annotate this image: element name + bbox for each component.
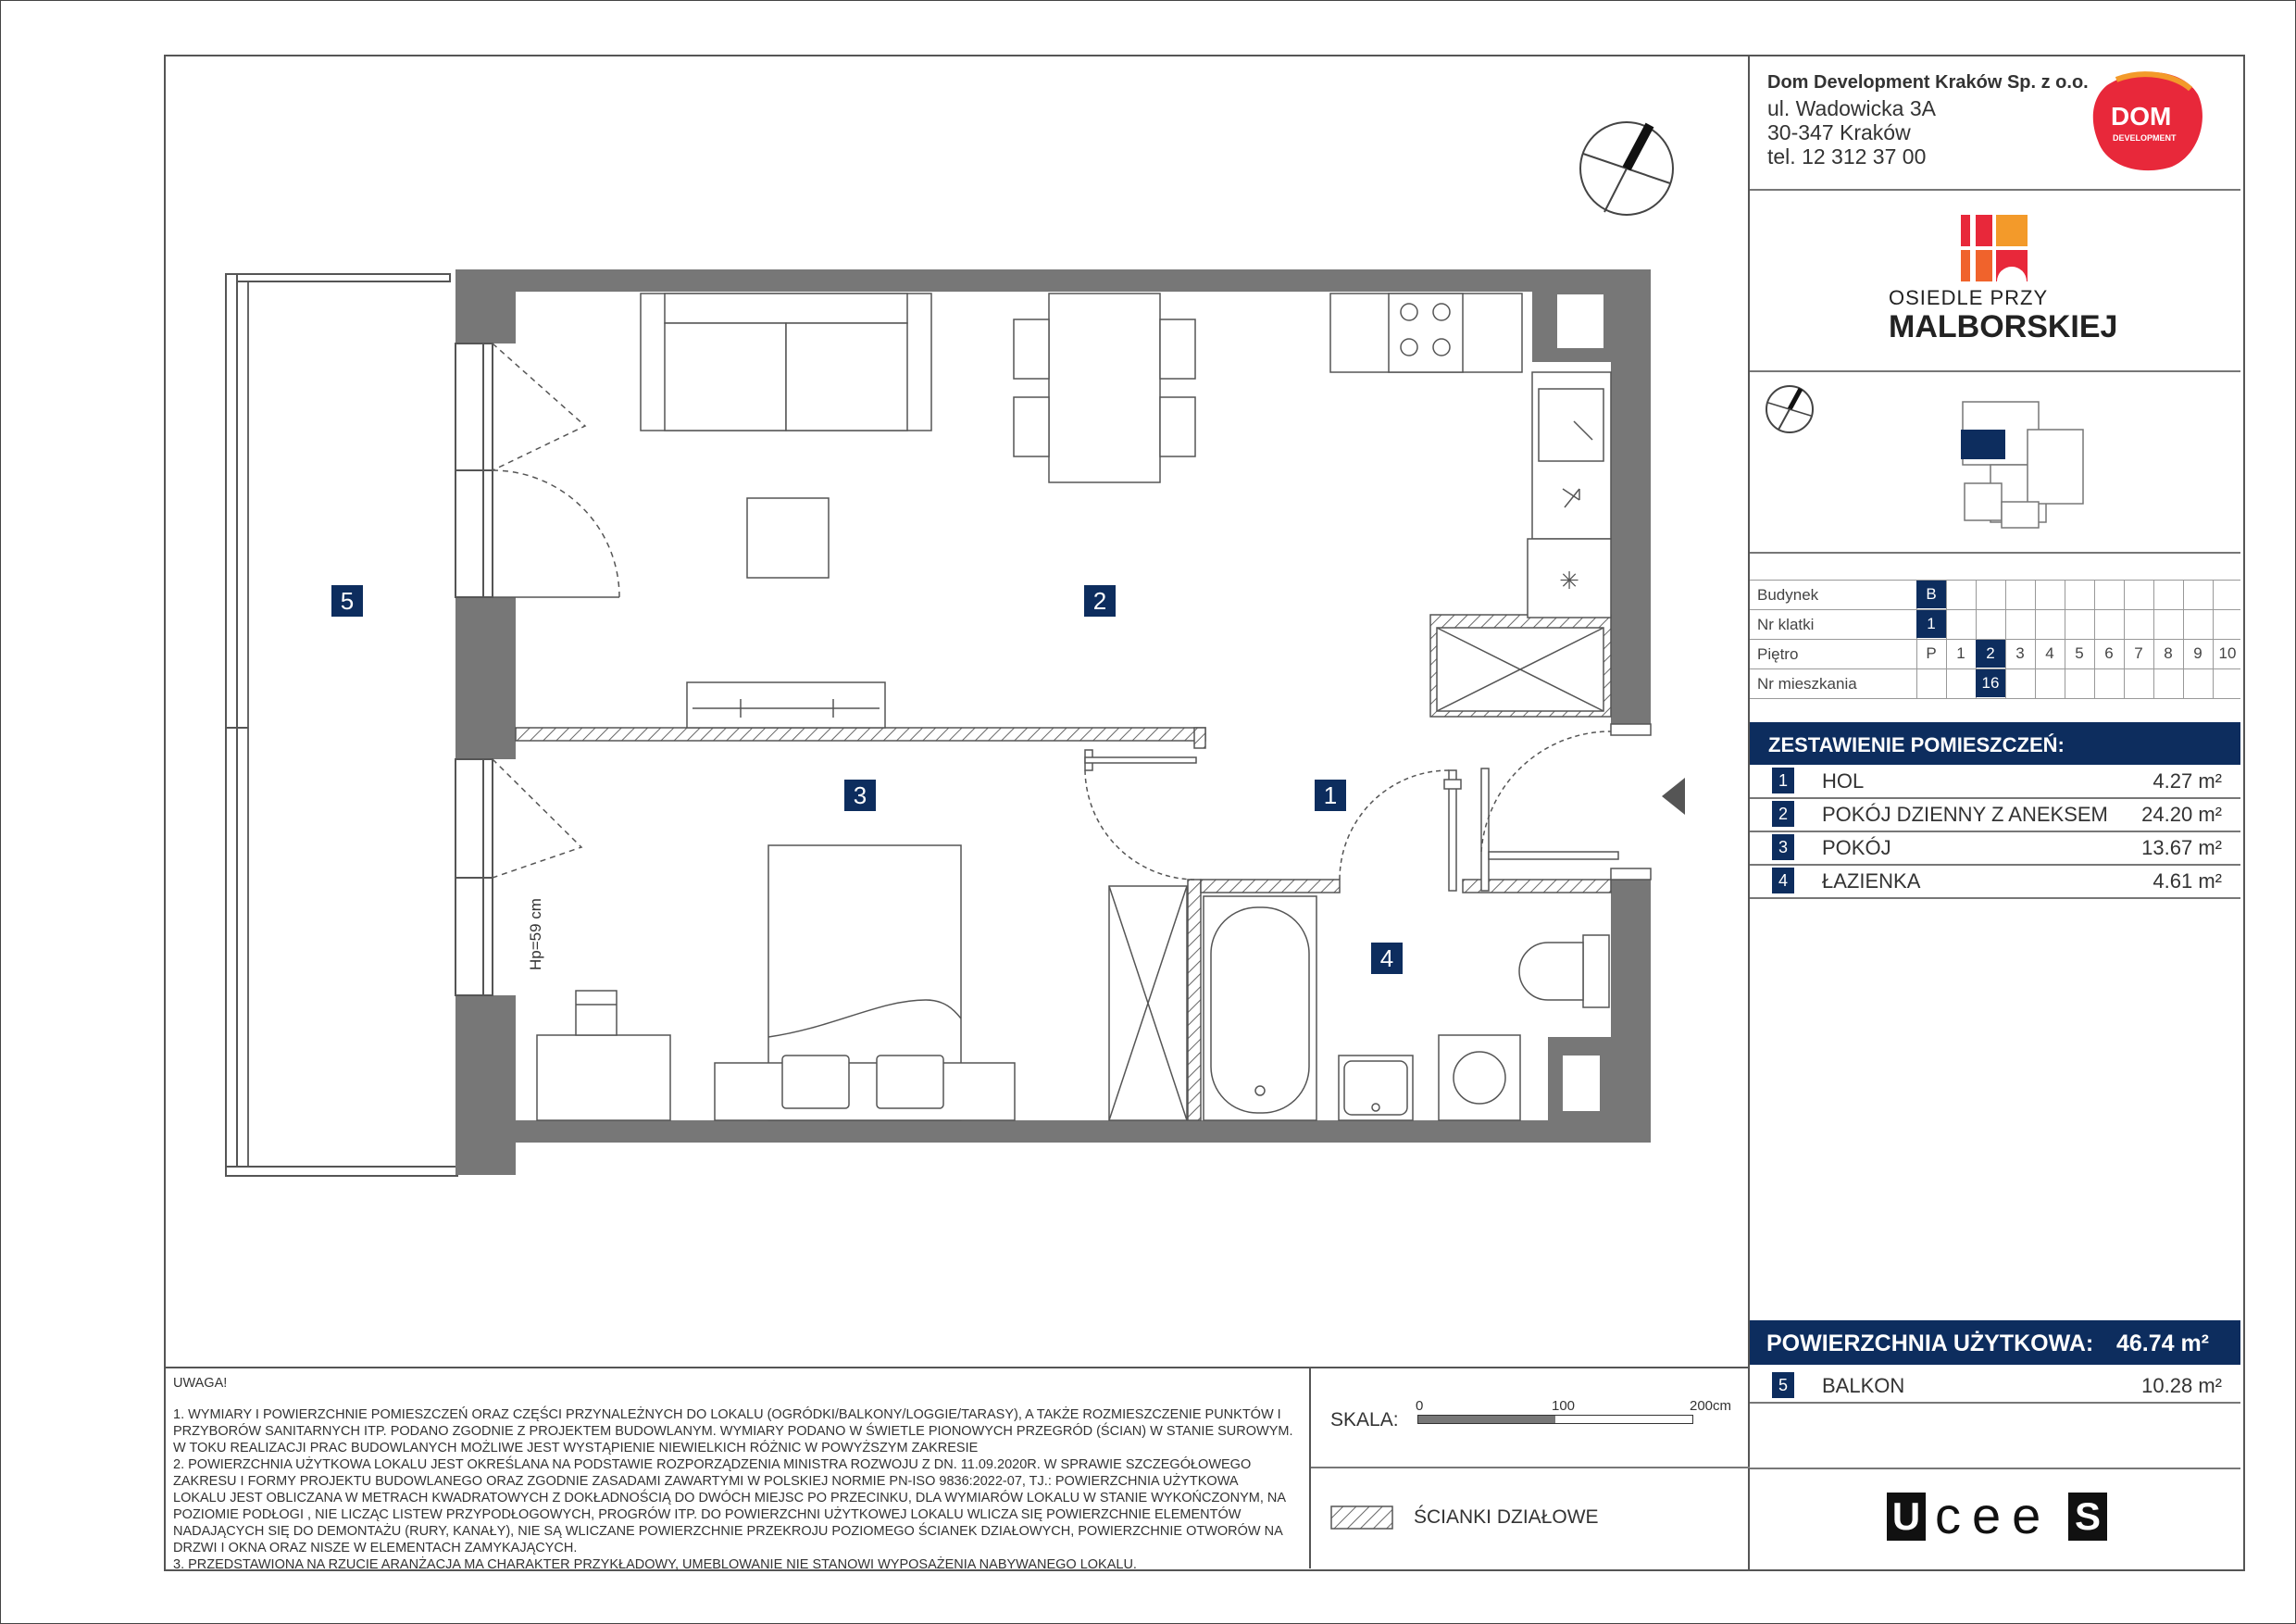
room-name: POKÓJ DZIENNY Z ANEKSEM — [1822, 803, 2108, 826]
notes-divider — [164, 1367, 1750, 1368]
room-area: 4.61 m² — [2152, 869, 2222, 893]
table-column-divider — [2153, 580, 2154, 698]
bed-icon — [715, 845, 1015, 1120]
room-row — [1750, 866, 2240, 899]
notes-paragraph-2: 2. POWIERZCHNIA UŻYTKOWA LOKALU JEST OKREŚLANA NA PODSTAWIE ROZPORZĄDZENIA MINISTRA ROZWOJU Z DN. 11.09.2020R. W SPRAWIE SZCZEGÓŁOWEGO ZAKRESU I FORMY PROJEKTU BUDOWLANEGO ORAZ ZGODNIE ZASADAMI ZAWARTYMI W POLSKIEJ NORMIE PN-ISO 9836:2022-07, TJ.: POWIERZCHNIA UŻYTKOWA LOKALU JEST OBLICZANA W METRACH KWADRATOWYCH Z DOKŁADNOŚCIĄ DO DWÓCH MIEJSC PO PRZECINKU, DLA WYMIARÓW LOKALU W STANIE WYKOŃCZONYM, NA POZIOMIE PODŁOGI , NIE LICZĄC LISTEW PRZYPODŁOGOWYCH, PROGRÓW ITP. DO POWIERZCHNI UŻYTKOWEJ LOKALU WLICZA SIĘ POWIERZCHNIE ELEMENTÓW NADAJĄCYCH SIĘ DO DEMONTAŻU (RURY, KANAŁY), NIE SĄ WLICZANE POWIERZCHNIE PRZEKROJU POZIOMEGO ŚCIANEK DZIAŁOWYCH, POWIERZCHNIE OTWORÓW NA DRZWI I OKNA ORAZ NISZE W ELEMENTACH ZAMYKAJĄCYCH. — [173, 1457, 1286, 1555]
washing-machine-icon — [1439, 1035, 1520, 1120]
room-number: 3 — [1772, 834, 1794, 860]
logo-text-dom: DOM — [2111, 102, 2172, 131]
cooktop-icon — [1330, 294, 1522, 372]
plan-label-1: 1 — [1323, 781, 1338, 809]
interior-doors — [1085, 724, 1651, 891]
floor-cell: P — [1926, 644, 1937, 662]
floor-cell: 10 — [2218, 644, 2237, 662]
fridge-icon — [1528, 539, 1611, 618]
tv-cabinet-icon — [687, 682, 885, 728]
scale-tick-0: 0 — [1416, 1398, 1424, 1414]
partition-legend-label: ŚCIANKI DZIAŁOWE — [1414, 1506, 1599, 1528]
project-name-line1: OSIEDLE PRZY — [1889, 286, 2049, 309]
balcony-outline — [226, 274, 457, 1176]
kitchen-sink-icon — [1532, 372, 1611, 539]
apartment-number-value: 16 — [1976, 669, 2005, 697]
key-plan-highlight — [1961, 430, 2005, 459]
table-column-divider — [2005, 580, 2006, 698]
usable-area-label: POWIERZCHNIA UŻYTKOWA: — [1766, 1330, 2094, 1356]
table-column-divider — [2035, 580, 2036, 698]
floor-cell: 7 — [2134, 644, 2143, 662]
dining-table-icon — [1014, 294, 1195, 482]
plan-label-3: 3 — [853, 781, 867, 809]
floor-cell: 3 — [2015, 644, 2025, 662]
scale-tick-200: 200cm — [1690, 1398, 1732, 1414]
label-stairwell: Nr klatki — [1757, 616, 1815, 633]
room-number: 1 — [1772, 768, 1794, 793]
room-area: 13.67 m² — [2141, 836, 2222, 859]
key-plan — [1750, 372, 2240, 548]
building-outline — [1963, 402, 2083, 528]
floor-cell: 6 — [2104, 644, 2114, 662]
compass-icon — [1580, 122, 1673, 215]
logo-text-development: DEVELOPMENT — [2113, 133, 2177, 143]
room-area: 4.27 m² — [2152, 769, 2222, 793]
notes-paragraph-3: 3. PRZEDSTAWIONA NA RZUCIE ARANŻACJA MA CHARAKTER PRZYKŁADOWY, UMEBLOWANIE NIE STANOWI WYPOSAŻENIA NABYWANEGO LOKALU. — [173, 1557, 1137, 1572]
notes-vertical-divider — [1309, 1368, 1311, 1568]
stairwell-value: 1 — [1916, 610, 1946, 638]
usable-area-bar — [1750, 1320, 2240, 1365]
svg-text:✳: ✳ — [1559, 568, 1579, 595]
desk-icon — [537, 991, 670, 1120]
company-phone: tel. 12 312 37 00 — [1767, 144, 1927, 169]
sofa-icon — [641, 294, 931, 431]
notes-paragraph-1: 1. WYMIARY I POWIERZCHNIE POMIESZCZEŃ ORAZ CZĘŚCI PRZYNALEŻNYCH DO LOKALU (OGRÓDKI/BALKONY/LOGGIE/TARASY), A TAKŻE ROZMIESZCZENIE PUNKTÓW I PRZYBORÓW SANITARNYCH ITP. PODANO ZGODNIE Z PROJEKTEM BUDOWLANYM. WYMIARY PODANO W ŚWIETLE PIONOWYCH PRZEGRÓD (ŚCIAN) W STANIE SUROWYM. W TOKU REALIZACJI PRAC BUDOWLANYCH MOŻLIWE JEST WYSTĄPIENIE NIEWIELKICH RÓŻNIC W POWYŻSZYM ZAKRESIE — [173, 1407, 1293, 1455]
floor-cell: 4 — [2045, 644, 2054, 662]
apartment-info-table — [1750, 580, 2240, 698]
table-column-divider — [2124, 580, 2125, 698]
room-area: 24.20 m² — [2141, 803, 2222, 826]
coffee-table-icon — [747, 498, 829, 578]
floor-cell: 5 — [2075, 644, 2084, 662]
scale-divider — [1311, 1467, 1750, 1468]
toilet-icon — [1519, 935, 1609, 1007]
room-row-divider — [1750, 897, 2240, 899]
plan-label-2: 2 — [1092, 587, 1107, 615]
building-value: B — [1916, 581, 1946, 608]
label-building: Budynek — [1757, 586, 1819, 604]
balcony-name: BALKON — [1822, 1374, 1905, 1397]
closet-icon — [1437, 628, 1603, 711]
table-column-divider — [2183, 580, 2184, 698]
room-number: 4 — [1772, 868, 1794, 893]
floor-cell: 1 — [1956, 644, 1965, 662]
washbasin-icon — [1339, 1056, 1413, 1120]
room-name: HOL — [1822, 769, 1865, 793]
plan-label-5: 5 — [340, 587, 355, 615]
floor-cell: 2 — [1976, 640, 2005, 668]
project-logo-icon — [1961, 215, 2028, 281]
sill-height-label: Hp=59 cm — [527, 898, 544, 970]
project-name-line2: MALBORSKIEJ — [1889, 309, 2118, 344]
rooms-header — [1750, 722, 2240, 765]
room-name: POKÓJ — [1822, 836, 1891, 859]
balcony-number: 5 — [1772, 1372, 1794, 1398]
room-row — [1750, 832, 2240, 866]
bathtub-icon — [1204, 896, 1316, 1120]
rooms-header-text: ZESTAWIENIE POMIESZCZEŃ: — [1768, 733, 2065, 756]
room-row — [1750, 766, 2240, 799]
shaft — [1563, 1056, 1600, 1111]
notes-title: UWAGA! — [173, 1376, 228, 1391]
table-column-divider — [2094, 580, 2095, 698]
scale-bar — [1417, 1415, 1693, 1424]
shaft — [1557, 294, 1603, 348]
room-name: ŁAZIENKA — [1822, 869, 1921, 893]
logo-s: S — [2068, 1493, 2107, 1541]
company-city: 30-347 Kraków — [1767, 120, 1911, 144]
small-compass-icon — [1766, 386, 1813, 432]
table-column-divider — [2213, 580, 2214, 698]
room-number: 2 — [1772, 801, 1794, 827]
usable-area-value: 46.74 m² — [2115, 1330, 2209, 1356]
company-name: Dom Development Kraków Sp. z o.o. — [1767, 72, 2089, 93]
room-row — [1750, 799, 2240, 832]
table-column-divider — [1946, 580, 1947, 698]
notes-block — [173, 1375, 1293, 1573]
logo-cee: cee — [1935, 1486, 2053, 1544]
scale-tick-100: 100 — [1552, 1398, 1576, 1414]
plan-label-4: 4 — [1379, 944, 1394, 972]
label-floor: Piętro — [1757, 645, 1799, 663]
balcony-row — [1750, 1370, 2240, 1404]
partition-legend-swatch — [1330, 1505, 1393, 1530]
balcony-area: 10.28 m² — [2141, 1374, 2222, 1397]
logo-u: U — [1887, 1493, 1926, 1541]
floor-cell: 8 — [2164, 644, 2173, 662]
label-apartment-number: Nr mieszkania — [1757, 675, 1857, 693]
entrance-arrow-icon — [1662, 778, 1685, 815]
shower-icon — [1109, 886, 1187, 1120]
company-street: ul. Wadowicka 3A — [1767, 96, 1936, 120]
floor-cell: 9 — [2193, 644, 2202, 662]
dom-development-logo — [2089, 67, 2209, 176]
scale-label: SKALA: — [1330, 1409, 1399, 1430]
